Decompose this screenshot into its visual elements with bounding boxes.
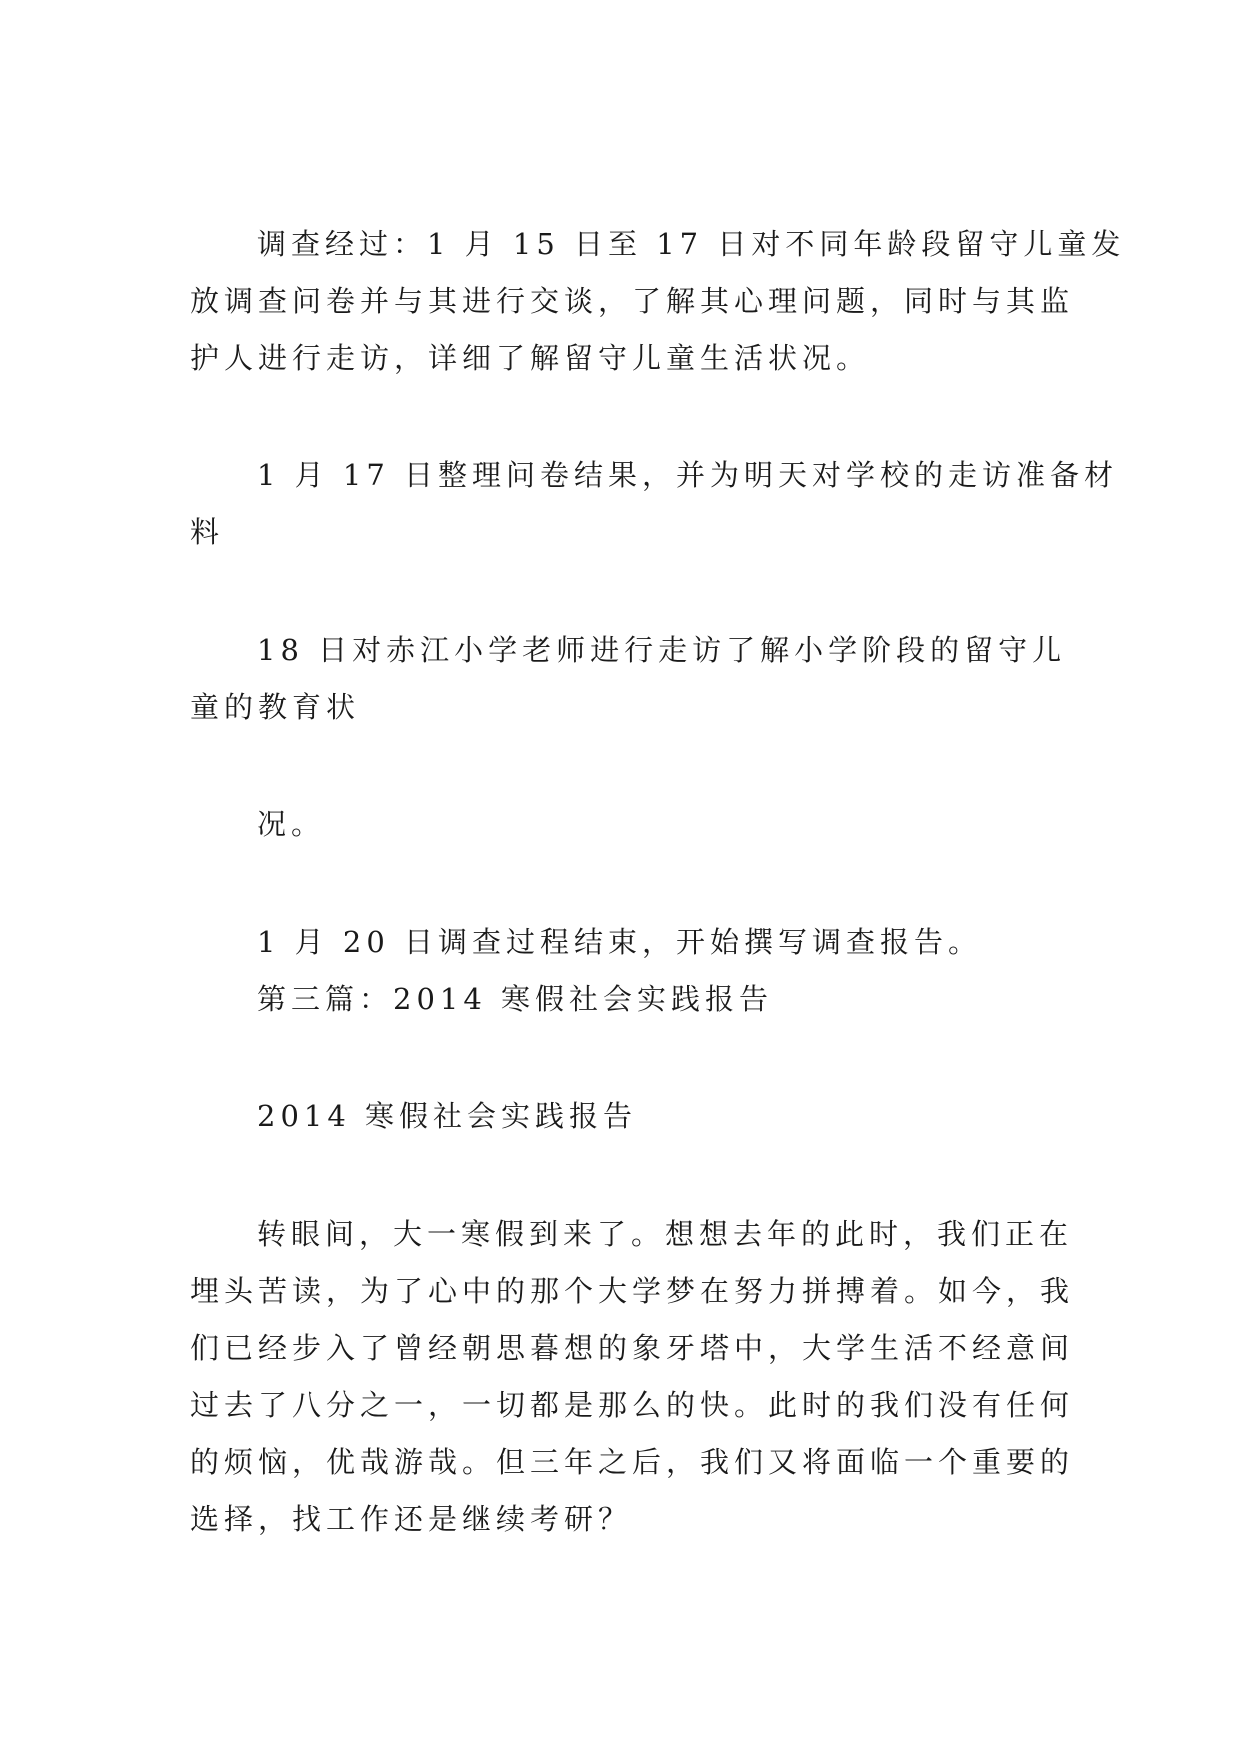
paragraph-intro-line-3: 们已经步入了曾经朝思暮想的象牙塔中，大学生活不经意间 xyxy=(190,1331,1075,1365)
paragraph-intro-line-1: 转眼间，大一寒假到来了。想想去年的此时，我们正在 xyxy=(257,1217,1074,1251)
paragraph-intro-line-4: 过去了八分之一，一切都是那么的快。此时的我们没有任何 xyxy=(190,1388,1075,1422)
paragraph-intro-line-6: 选择，找工作还是继续考研？ xyxy=(190,1502,633,1536)
paragraph-jan17-line-2: 料 xyxy=(190,515,225,549)
paragraph-intro-line-2: 埋头苦读，为了心中的那个大学梦在努力拼搏着。如今，我 xyxy=(190,1274,1075,1308)
report-title: 2014 寒假社会实践报告 xyxy=(257,1099,638,1133)
paragraph-jan18-line-1: 18 日对赤江小学老师进行走访了解小学阶段的留守儿 xyxy=(257,633,1067,667)
paragraph-jan17-line-1: 1 月 17 日整理问卷结果，并为明天对学校的走访准备材 xyxy=(257,458,1119,492)
section-heading: 第三篇：2014 寒假社会实践报告 xyxy=(257,982,774,1016)
paragraph-jan20: 1 月 20 日调查过程结束，开始撰写调查报告。 xyxy=(257,925,983,959)
paragraph-survey-process-line-3: 护人进行走访，详细了解留守儿童生活状况。 xyxy=(190,341,871,375)
paragraph-survey-process-line-1: 调查经过：1 月 15 日至 17 日对不同年龄段留守儿童发 xyxy=(257,227,1126,261)
paragraph-jan18-line-2: 童的教育状 xyxy=(190,690,361,724)
paragraph-survey-process-line-2: 放调查问卷并与其进行交谈，了解其心理问题，同时与其监 xyxy=(190,284,1075,318)
paragraph-intro-line-5: 的烦恼，优哉游哉。但三年之后，我们又将面临一个重要的 xyxy=(190,1445,1075,1479)
paragraph-situation: 况。 xyxy=(257,807,326,841)
